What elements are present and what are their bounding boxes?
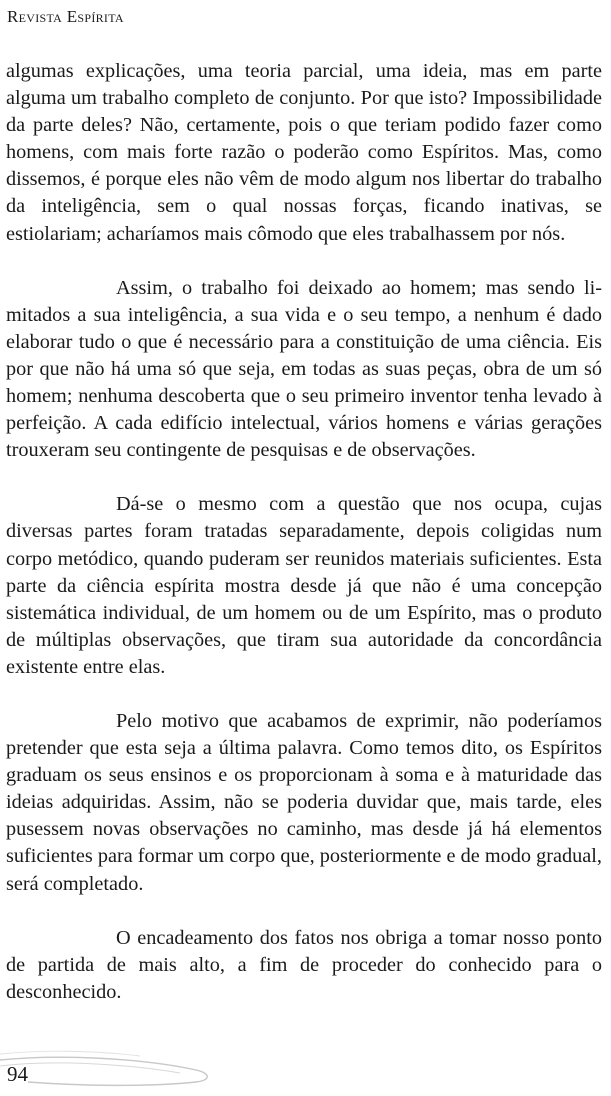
swoosh-ornament-icon (0, 1030, 230, 1090)
paragraph-5: O encadeamento dos fatos nos obriga a tomar nosso ponto de partida de mais alto, a fim de proceder do conhecido para o desconhecido. (6, 926, 602, 1003)
page-number: 94 (7, 1062, 28, 1086)
paragraph-2: Assim, o trabalho foi deixado ao homem; mas sendo limitados a sua inteligência, a sua vida e o seu tempo, a nenhum é dado elaborar tudo o que é necessário para a constituição de uma ciência. Eis por que não há uma só que seja, em todas as suas peças, obra de um só homem; nenhuma descoberta que o seu primeiro inventor tenha levado à perfeição. A cada edifício intelectual, vários homens e várias gerações trouxeram seu contingente de pesquisas e de observações. (6, 276, 602, 462)
paragraph-4: Pelo motivo que acabamos de exprimir, não poderíamos pretender que esta seja a última palavra. Como temos dito, os Espíritos graduam os seus ensinos e os proporcionam à soma e à maturidade das ideias adquiridas. Assim, não se poderia duvidar que, mais tarde, eles pusessem novas observações no caminho, mas desde já há elementos suficientes para formar um corpo que, posteriormente e de modo gradual, será completado. (6, 709, 602, 895)
running-header: Revista Espírita (7, 7, 124, 26)
body-text (6, 58, 602, 1006)
paragraph-1: algumas explicações, uma teoria parcial, uma ideia, mas em parte alguma um trabalho completo de conjunto. Por que isto? Impossibilidade da parte deles? Não, certamente, pois o que teriam podido fazer como homens, com mais forte razão o poderão como Espíritos. Mas, como dissemos, é porque eles não vêm de modo algum nos libertar do trabalho da inteligência, sem o qual nossas forças, ficando inativas, se estiolariam; acharíamos mais cômodo que eles trabalhassem por nós. (6, 60, 602, 245)
paragraph-3: Dá-se o mesmo com a questão que nos ocupa, cujas diversas partes foram tratadas separadamente, depois coligidas num corpo metódico, quando puderam ser reunidos materiais suficientes. Esta parte da ciência espírita mostra desde já que não é uma concepção sistemática individual, de um homem ou de um Espírito, mas o produto de múltiplas observações, que tiram sua autoridade da concordância existente entre elas. (6, 493, 602, 678)
